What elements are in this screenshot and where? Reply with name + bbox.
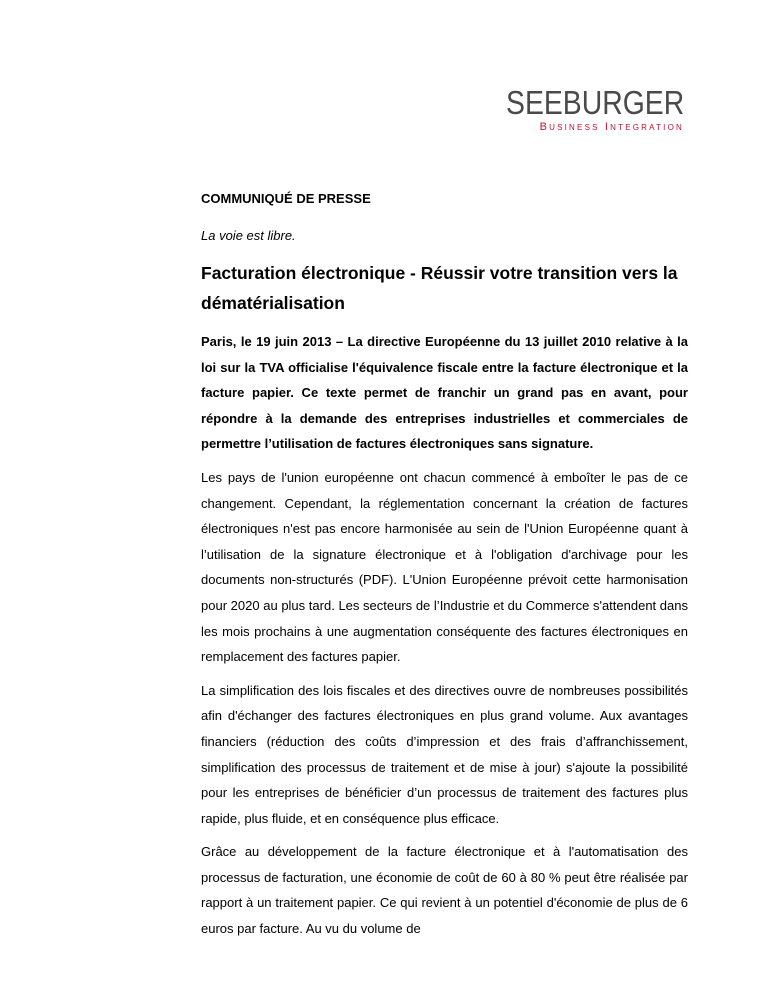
lead-paragraph: Paris, le 19 juin 2013 – La directive Européenne du 13 juillet 2010 relative à la loi sur la TVA officialise l'équivalence fiscale entre la facture électronique et la facture papier. Ce texte permet de franchir un grand pas en avant, pour répondre à la demande des entreprises industrielles et commerciales de permettre l’utilisation de factures électroniques sans signature. xyxy=(201,334,688,452)
press-release-body xyxy=(201,190,688,942)
document-label: COMMUNIQUÉ DE PRESSE xyxy=(201,191,371,206)
body-paragraph-1: Les pays de l'union européenne ont chacun commencé à emboîter le pas de ce changement. Cependant, la réglementation concernant la création de factures électroniques n'est pas encore harmonisée au sein de l'Union Européenne quant à l’utilisation de la signature électronique et à l'obligation d'archivage pour les documents non-structurés (PDF). L'Union Européenne prévoit cette harmonisation pour 2020 au plus tard. Les secteurs de l’Industrie et du Commerce s'attendent dans les mois prochains à une augmentation conséquente des factures électroniques en remplacement des factures papier. xyxy=(201,469,688,665)
document-headline: Facturation électronique - Réussir votre transition vers la dématérialisation xyxy=(201,263,678,313)
logo-wordmark: SEEBURGER xyxy=(505,84,684,121)
document-subtitle: La voie est libre. xyxy=(201,228,296,243)
logo-tagline: Business Integration xyxy=(539,121,684,133)
body-paragraph-3: Grâce au développement de la facture électronique et à l'automatisation des processus de facturation, une économie de coût de 60 à 80 % peut être réalisée par rapport à un traitement papier. Ce qui revient à un potentiel d'économie de plus de 6 euros par facture. Au vu du volume de xyxy=(201,844,688,937)
body-paragraph-2: La simplification des lois fiscales et des directives ouvre de nombreuses possibilités afin d'échanger des factures électroniques en plus grand volume. Aux avantages financiers (réduction des coûts d’impression et des frais d’affranchissement, simplification des processus de traitement et de mise à jour) s'ajoute la possibilité pour les entreprises de bénéficier d’un processus de traitement des factures plus rapide, plus fluide, et en conséquence plus efficace. xyxy=(201,682,688,826)
company-logo xyxy=(477,86,684,133)
